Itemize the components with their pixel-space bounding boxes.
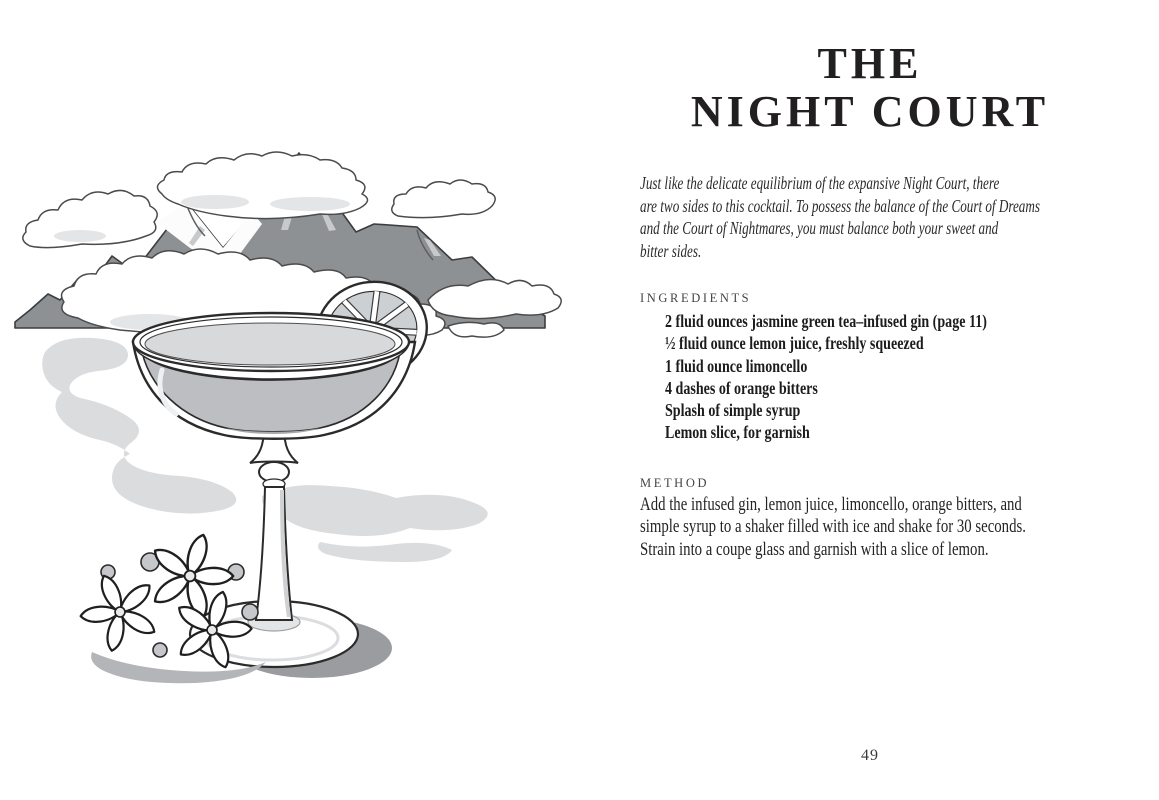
intro-paragraph xyxy=(640,172,1120,262)
cocktail-illustration xyxy=(0,130,580,710)
method-heading: METHOD xyxy=(640,476,710,490)
method-line: Strain into a coupe glass and garnish with a slice of lemon. xyxy=(640,539,989,560)
glass-stem xyxy=(250,428,298,620)
ingredient-item: 4 dashes of orange bitters xyxy=(665,377,818,398)
intro-line: are two sides to this cocktail. To possess the balance of the Court of Dreams xyxy=(640,195,1040,216)
glass-bowl xyxy=(133,313,415,439)
intro-line: bitter sides. xyxy=(640,240,702,261)
ingredient-item: 2 fluid ounces jasmine green tea–infused gin (page 11) xyxy=(665,311,987,331)
drink-surface xyxy=(145,323,395,365)
method-line: simple syrup to a shaker filled with ice and shake for 30 seconds. xyxy=(640,517,1026,538)
page-title-line1: THE xyxy=(817,39,923,88)
method-paragraph xyxy=(640,494,1159,561)
ingredients-heading: INGREDIENTS xyxy=(640,291,752,305)
page-number: 49 xyxy=(861,747,879,764)
ingredient-item: Lemon slice, for garnish xyxy=(665,422,810,443)
page-title xyxy=(620,40,1120,136)
intro-line: and the Court of Nightmares, you must balance both your sweet and xyxy=(640,218,999,239)
ingredient-item: ½ fluid ounce lemon juice, freshly squeezed xyxy=(665,333,924,354)
ingredient-item: 1 fluid ounce limoncello xyxy=(665,355,808,376)
method-line: Add the infused gin, lemon juice, limoncello, orange bitters, and xyxy=(640,495,1022,515)
intro-line: Just like the delicate equilibrium of the expansive Night Court, there xyxy=(640,173,1000,193)
page-title-line2: NIGHT COURT xyxy=(690,87,1050,136)
ingredient-item: Splash of simple syrup xyxy=(665,400,801,421)
ingredients-list xyxy=(665,310,1159,444)
